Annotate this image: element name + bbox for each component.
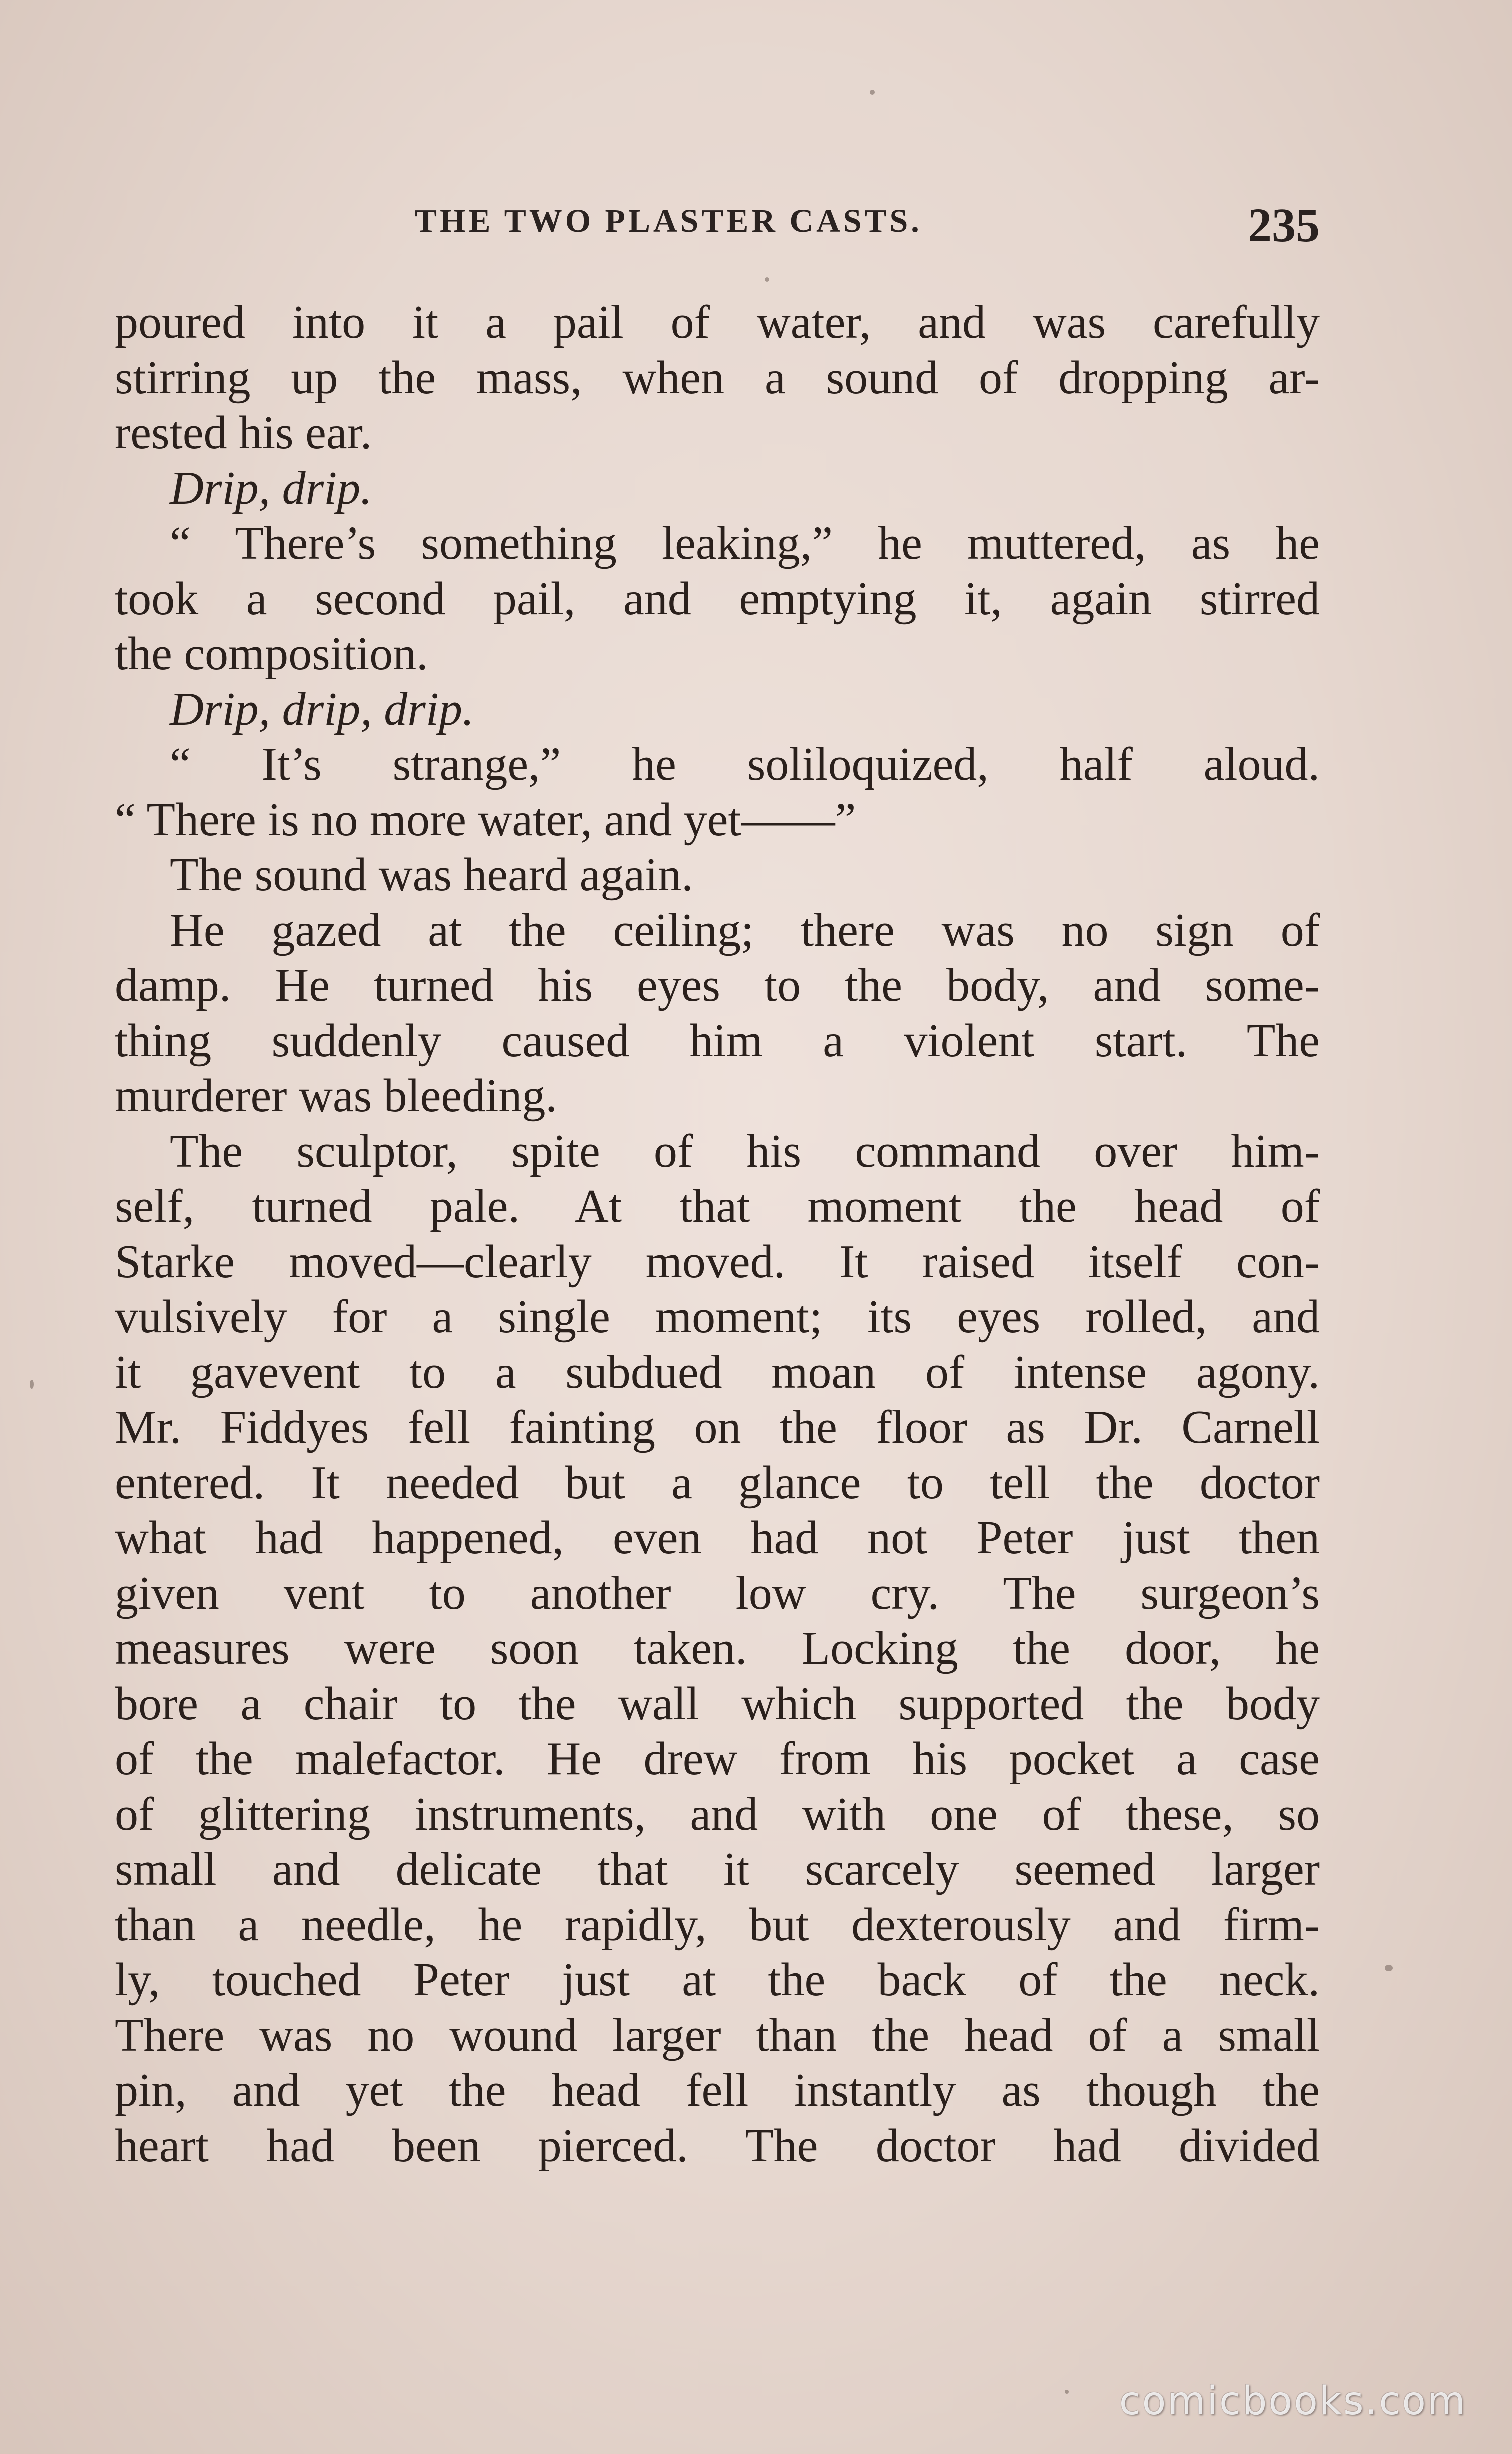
text-line: of the malefactor. He drew from his pocket a case xyxy=(115,1733,1320,1785)
running-header xyxy=(115,198,1320,258)
text-line: poured into it a pail of water, and was carefully xyxy=(115,296,1320,348)
text-line: “ It’s strange,” he soliloquized, half aloud. xyxy=(170,738,1320,790)
text-line: There was no wound larger than the head of a small xyxy=(115,2009,1320,2062)
text-line: what had happened, even had not Peter just then xyxy=(115,1512,1320,1564)
text-line: the composition. xyxy=(115,628,428,680)
text-line: measures were soon taken. Locking the door, he xyxy=(115,1622,1320,1674)
text-line: thing suddenly caused him a violent start. The xyxy=(115,1014,1320,1067)
body-text xyxy=(115,295,1320,2174)
text-line: vulsively for a single moment; its eyes rolled, and xyxy=(115,1291,1320,1343)
text-line: stirring up the mass, when a sound of dropping ar- xyxy=(115,352,1320,404)
text-line: The sculptor, spite of his command over him- xyxy=(170,1125,1320,1178)
text-line: than a needle, he rapidly, but dexterously and firm- xyxy=(115,1898,1320,1951)
text-line: self, turned pale. At that moment the head of xyxy=(115,1180,1320,1232)
text-line: Drip, drip, drip. xyxy=(170,683,474,736)
text-line: pin, and yet the head fell instantly as though the xyxy=(115,2064,1320,2116)
paper-speck xyxy=(1385,1965,1393,1972)
paper-speck xyxy=(1065,2390,1069,2394)
text-line: Mr. Fiddyes fell fainting on the floor as Dr. Carnell xyxy=(115,1402,1320,1454)
text-line: Drip, drip. xyxy=(170,462,372,514)
running-title: THE TWO PLASTER CASTS. xyxy=(415,203,922,240)
text-line: “ There’s something leaking,” he muttered, as he xyxy=(170,518,1320,570)
watermark: comicbooks.com xyxy=(1119,2379,1467,2424)
text-line: it gavevent to a subdued moan of intense agony. xyxy=(115,1346,1320,1398)
text-line: heart had been pierced. The doctor had divided xyxy=(115,2120,1320,2172)
text-line: damp. He turned his eyes to the body, and some- xyxy=(115,960,1320,1012)
text-line: He gazed at the ceiling; there was no sign of xyxy=(170,904,1320,956)
paper-speck xyxy=(870,90,875,95)
text-line: rested his ear. xyxy=(115,407,372,459)
text-line: given vent to another low cry. The surgeon’s xyxy=(115,1567,1320,1620)
paper-speck xyxy=(765,278,770,282)
text-line: took a second pail, and emptying it, again stirred xyxy=(115,572,1320,625)
text-line: “ There is no more water, and yet——” xyxy=(115,794,856,846)
text-line: bore a chair to the wall which supported the body xyxy=(115,1678,1320,1730)
paper-speck xyxy=(30,1380,34,1389)
text-line: Starke moved—clearly moved. It raised itself con- xyxy=(115,1236,1320,1288)
text-line: entered. It needed but a glance to tell the doctor xyxy=(115,1456,1320,1509)
page-number: 235 xyxy=(1248,198,1320,252)
text-line: murderer was bleeding. xyxy=(115,1070,558,1122)
text-line: The sound was heard again. xyxy=(170,849,694,901)
text-line: small and delicate that it scarcely seemed larger xyxy=(115,1844,1320,1896)
text-line: ly, touched Peter just at the back of the neck. xyxy=(115,1954,1320,2006)
text-line: of glittering instruments, and with one of these, so xyxy=(115,1788,1320,1840)
